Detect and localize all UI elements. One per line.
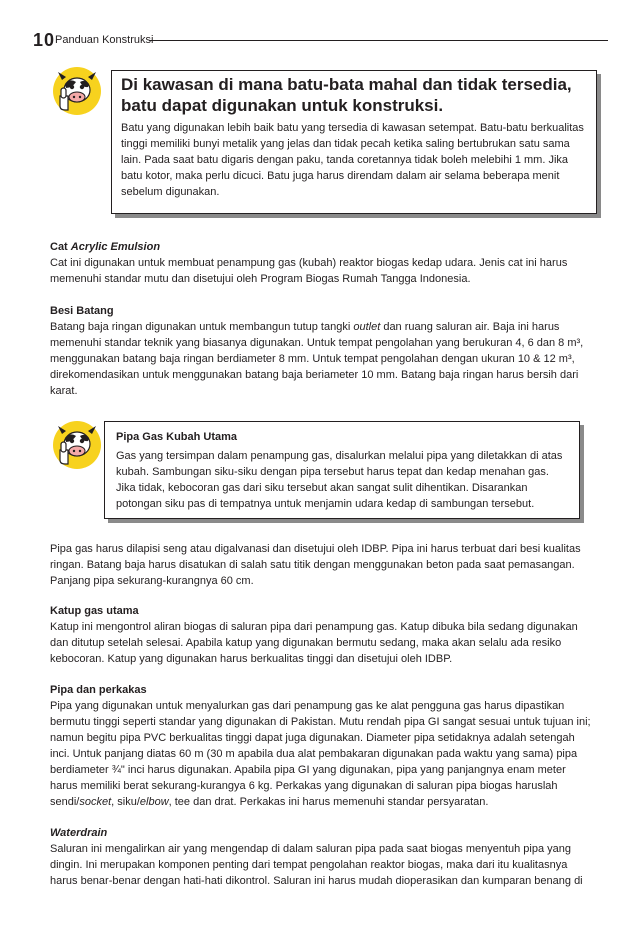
body-italic-text: outlet — [353, 321, 381, 333]
body-text: Pipa yang digunakan untuk menyalurkan gas dari penampung gas ke alat pengguna gas harus dipastikan bermutu tinggi seperti standar yang digunakan di Pakistan. Mutu rendah pipa GI sangat sesuai untuk tujuan ini; namun begitu pipa PVC berkualitas tinggi dapat juga digunakan. Diameter pipa setidaknya adalah setengah inci. Untuk panjang diatas 60 m (30 m apabila dua alat pembakaran digunakan pada waktu yang sama) pipa berdiameter ¾" inci harus digunakan. Apabila pipa GI yang digunakan, pipa yang panjangnya enam meter harus memiliki berat sekurang-kurangya 6 kg. Perkakas yang digunakan di saluran pipa biogas haruslah sendi/ — [50, 700, 591, 808]
running-title: Panduan Konstruksi — [55, 34, 154, 46]
section-cat — [50, 239, 595, 287]
page-number: 10 — [33, 30, 56, 50]
header-rule — [149, 40, 608, 41]
section-body — [50, 698, 595, 810]
callout-title: Pipa Gas Kubah Utama — [116, 431, 238, 443]
section-heading — [50, 239, 595, 255]
section-body: Cat ini digunakan untuk membuat penampung gas (kubah) reaktor biogas kedap udara. Jenis cat ini harus memenuhi standar mutu dan disetujui oleh Program Biogas Rumah Tangga Indonesia. — [50, 257, 568, 285]
page-header — [33, 30, 608, 50]
heading-text: Cat — [50, 241, 71, 253]
callout-title: Di kawasan di mana batu-bata mahal dan tidak tersedia, batu dapat digunakan untuk konstruksi. — [121, 75, 572, 115]
callout-body: Batu yang digunakan lebih baik batu yang tersedia di kawasan setempat. Batu-batu berkualitas tinggi memiliki bunyi metalik yang jelas dan tidak pecah ketika saling bertubrukan satu sama lain. Pada saat batu digaris dengan paku, tanda coretannya tidak boleh melebihi 1 mm. Jika batu kotor, maka perlu dicuci. Batu juga harus direndam dalam air selama beberapa menit sebelum digunakan. — [121, 122, 584, 198]
body-text: dan ruang saluran air. Baja ini harus memenuhi standar teknik yang biasanya digunakan. Untuk tempat pengolahan yang berukuran 4, 6 dan 8 m³, menggunakan batang baja ringan berdiameter 8 mm. Untuk tempat pengolahan dengan ukuran 10 & 12 m³, direkomendasikan untuk menggunakan batang baja beriameter 10 mm. Batang baja ringan harus bersih dari karat. — [50, 321, 584, 397]
section-body: Saluran ini mengalirkan air yang mengendap di dalam saluran pipa pada saat biogas menyentuh pipa yang dingin. Ini merupakan komponen penting dari tempat pengolahan reaktor biogas, maka dari itu kualitasnya harus benar-benar dengan hati-hati dikontrol. Saluran ini harus mudah dioperasikan dan kumparan benang di — [50, 843, 583, 887]
cow-mascot-icon — [52, 66, 102, 116]
callout-box-pipa-gas — [104, 421, 580, 519]
cow-mascot-icon — [52, 420, 102, 470]
section-katup — [50, 603, 595, 667]
callout-box-stone — [111, 70, 597, 214]
body-italic-text: socket — [79, 796, 112, 808]
section-pipa-perkakas — [50, 682, 595, 810]
body-text: , siku/ — [111, 796, 140, 808]
body-text: , tee dan drat. Perkakas ini harus memenuhi standar persyaratan. — [168, 796, 489, 808]
section-heading: Besi Batang — [50, 305, 114, 317]
section-heading: Katup gas utama — [50, 605, 139, 617]
section-body: Pipa gas harus dilapisi seng atau digalvanasi dan disetujui oleh IDBP. Pipa ini harus terbuat dari besi kualitas ringan. Batang baja harus disatukan di salah satu titik dengan menggunakan beton pada saat pemasangan. Panjang pipa sekurang-kurangnya 60 cm. — [50, 543, 581, 587]
section-heading: Pipa dan perkakas — [50, 684, 147, 696]
section-waterdrain — [50, 825, 595, 889]
section-heading: Waterdrain — [50, 827, 108, 839]
section-body — [50, 319, 595, 399]
section-besi-batang — [50, 303, 595, 399]
body-italic-text: elbow — [139, 796, 169, 808]
body-text: Batang baja ringan digunakan untuk membangun tutup tangki — [50, 321, 354, 333]
heading-italic-text: Acrylic Emulsion — [70, 241, 161, 253]
callout-body: Gas yang tersimpan dalam penampung gas, disalurkan melalui pipa yang diletakkan di atas kubah. Sambungan siku-siku dengan pipa tersebut harus tepat dan kedap menahan gas. Jika tidak, kebocoran gas dari siku tersebut akan sangat sulit dihentikan. Disarankan potongan siku pas di tempatnya untuk menjamin udara kedap di sambungan tersebut. — [116, 450, 563, 510]
section-pipa-intro — [50, 541, 595, 589]
section-body: Katup ini mengontrol aliran biogas di saluran pipa dari penampung gas. Katup dibuka bila sedang digunakan dan ditutup setelah selesai. Apabila katup yang digunakan bermutu sedang, maka akan selalu ada resiko kebocoran. Katup yang digunakan harus berkualitas tinggi dan disetujui oleh IDBP. — [50, 621, 578, 665]
